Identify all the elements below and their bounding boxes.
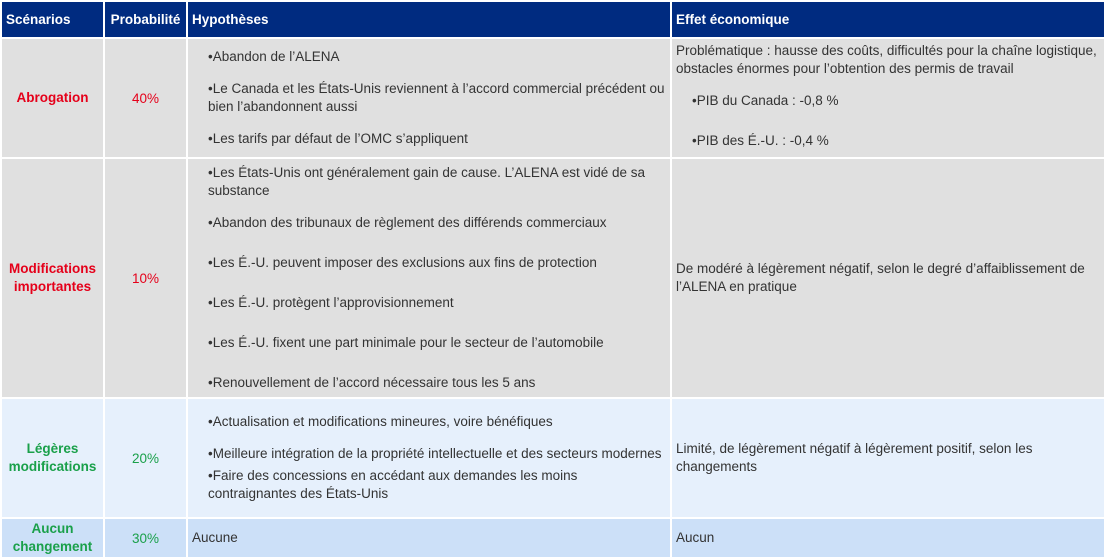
hypothesis-item: •Les É.-U. fixent une part minimale pour le secteur de l’automobile [208,335,604,350]
hypotheses-cell [187,158,671,398]
header-probability: Probabilité [104,1,187,38]
effect-cell [671,38,1104,158]
hypotheses-cell [187,398,671,518]
effect-point: •PIB des É.-U. : -0,4 % [692,133,829,148]
probability-cell: 10% [104,158,187,398]
hypotheses-cell [187,38,671,158]
hypothesis-item: Aucune [192,530,238,545]
probability-cell: 40% [104,38,187,158]
table-row-minor-changes [1,398,1104,518]
hypothesis-item: •Les É.-U. protègent l’approvisionnement [208,295,454,310]
hypothesis-item: •Meilleure intégration de la propriété intellectuelle et des secteurs modernes [208,446,662,461]
effect-cell [671,398,1104,518]
probability-cell: 30% [104,518,187,558]
probability-cell: 20% [104,398,187,518]
hypothesis-item: •Les tarifs par défaut de l’OMC s’appliquent [208,131,468,146]
effect-cell [671,518,1104,558]
hypothesis-item: •Les États-Unis ont généralement gain de cause. L’ALENA est vidé de sa substance [208,165,645,198]
effect-point: •PIB du Canada : -0,8 % [692,93,839,108]
hypothesis-item: •Actualisation et modifications mineures, voire bénéfiques [208,414,553,429]
scenario-cell: Modifications importantes [1,158,104,398]
hypothesis-item: •Le Canada et les États-Unis reviennent à l’accord commercial précédent ou bien l’abandonnent aussi [208,81,665,114]
table-row-abrogation [1,38,1104,158]
hypothesis-item: •Abandon des tribunaux de règlement des différends commerciaux [208,215,607,230]
header-economic-effect: Effet économique [671,1,1104,38]
header-scenarios: Scénarios [1,1,104,38]
table-row-major-changes [1,158,1104,398]
effect-text: Limité, de légèrement négatif à légèrement positif, selon les changements [676,441,1033,474]
hypothesis-item: •Renouvellement de l’accord nécessaire tous les 5 ans [208,375,536,390]
header-hypotheses: Hypothèses [187,1,671,38]
scenario-cell: Abrogation [1,38,104,158]
effect-text: Problématique : hausse des coûts, difficultés pour la chaîne logistique, obstacles énormes pour l’obtention des permis de travail [676,43,1097,76]
effect-text: Aucun [676,530,715,545]
hypothesis-item: •Les É.-U. peuvent imposer des exclusions aux fins de protection [208,255,597,270]
hypothesis-item: •Faire des concessions en accédant aux demandes les moins contraignantes des États-Unis [208,468,578,501]
scenario-cell: Légères modifications [1,398,104,518]
effect-text: De modéré à légèrement négatif, selon le degré d’affaiblissement de l’ALENA en pratique [676,261,1085,294]
effect-cell [671,158,1104,398]
header-row [1,1,1104,38]
scenario-cell: Aucun changement [1,518,104,558]
hypotheses-cell [187,518,671,558]
table-row-no-change [1,518,1104,558]
hypothesis-item: •Abandon de l’ALENA [208,49,340,64]
